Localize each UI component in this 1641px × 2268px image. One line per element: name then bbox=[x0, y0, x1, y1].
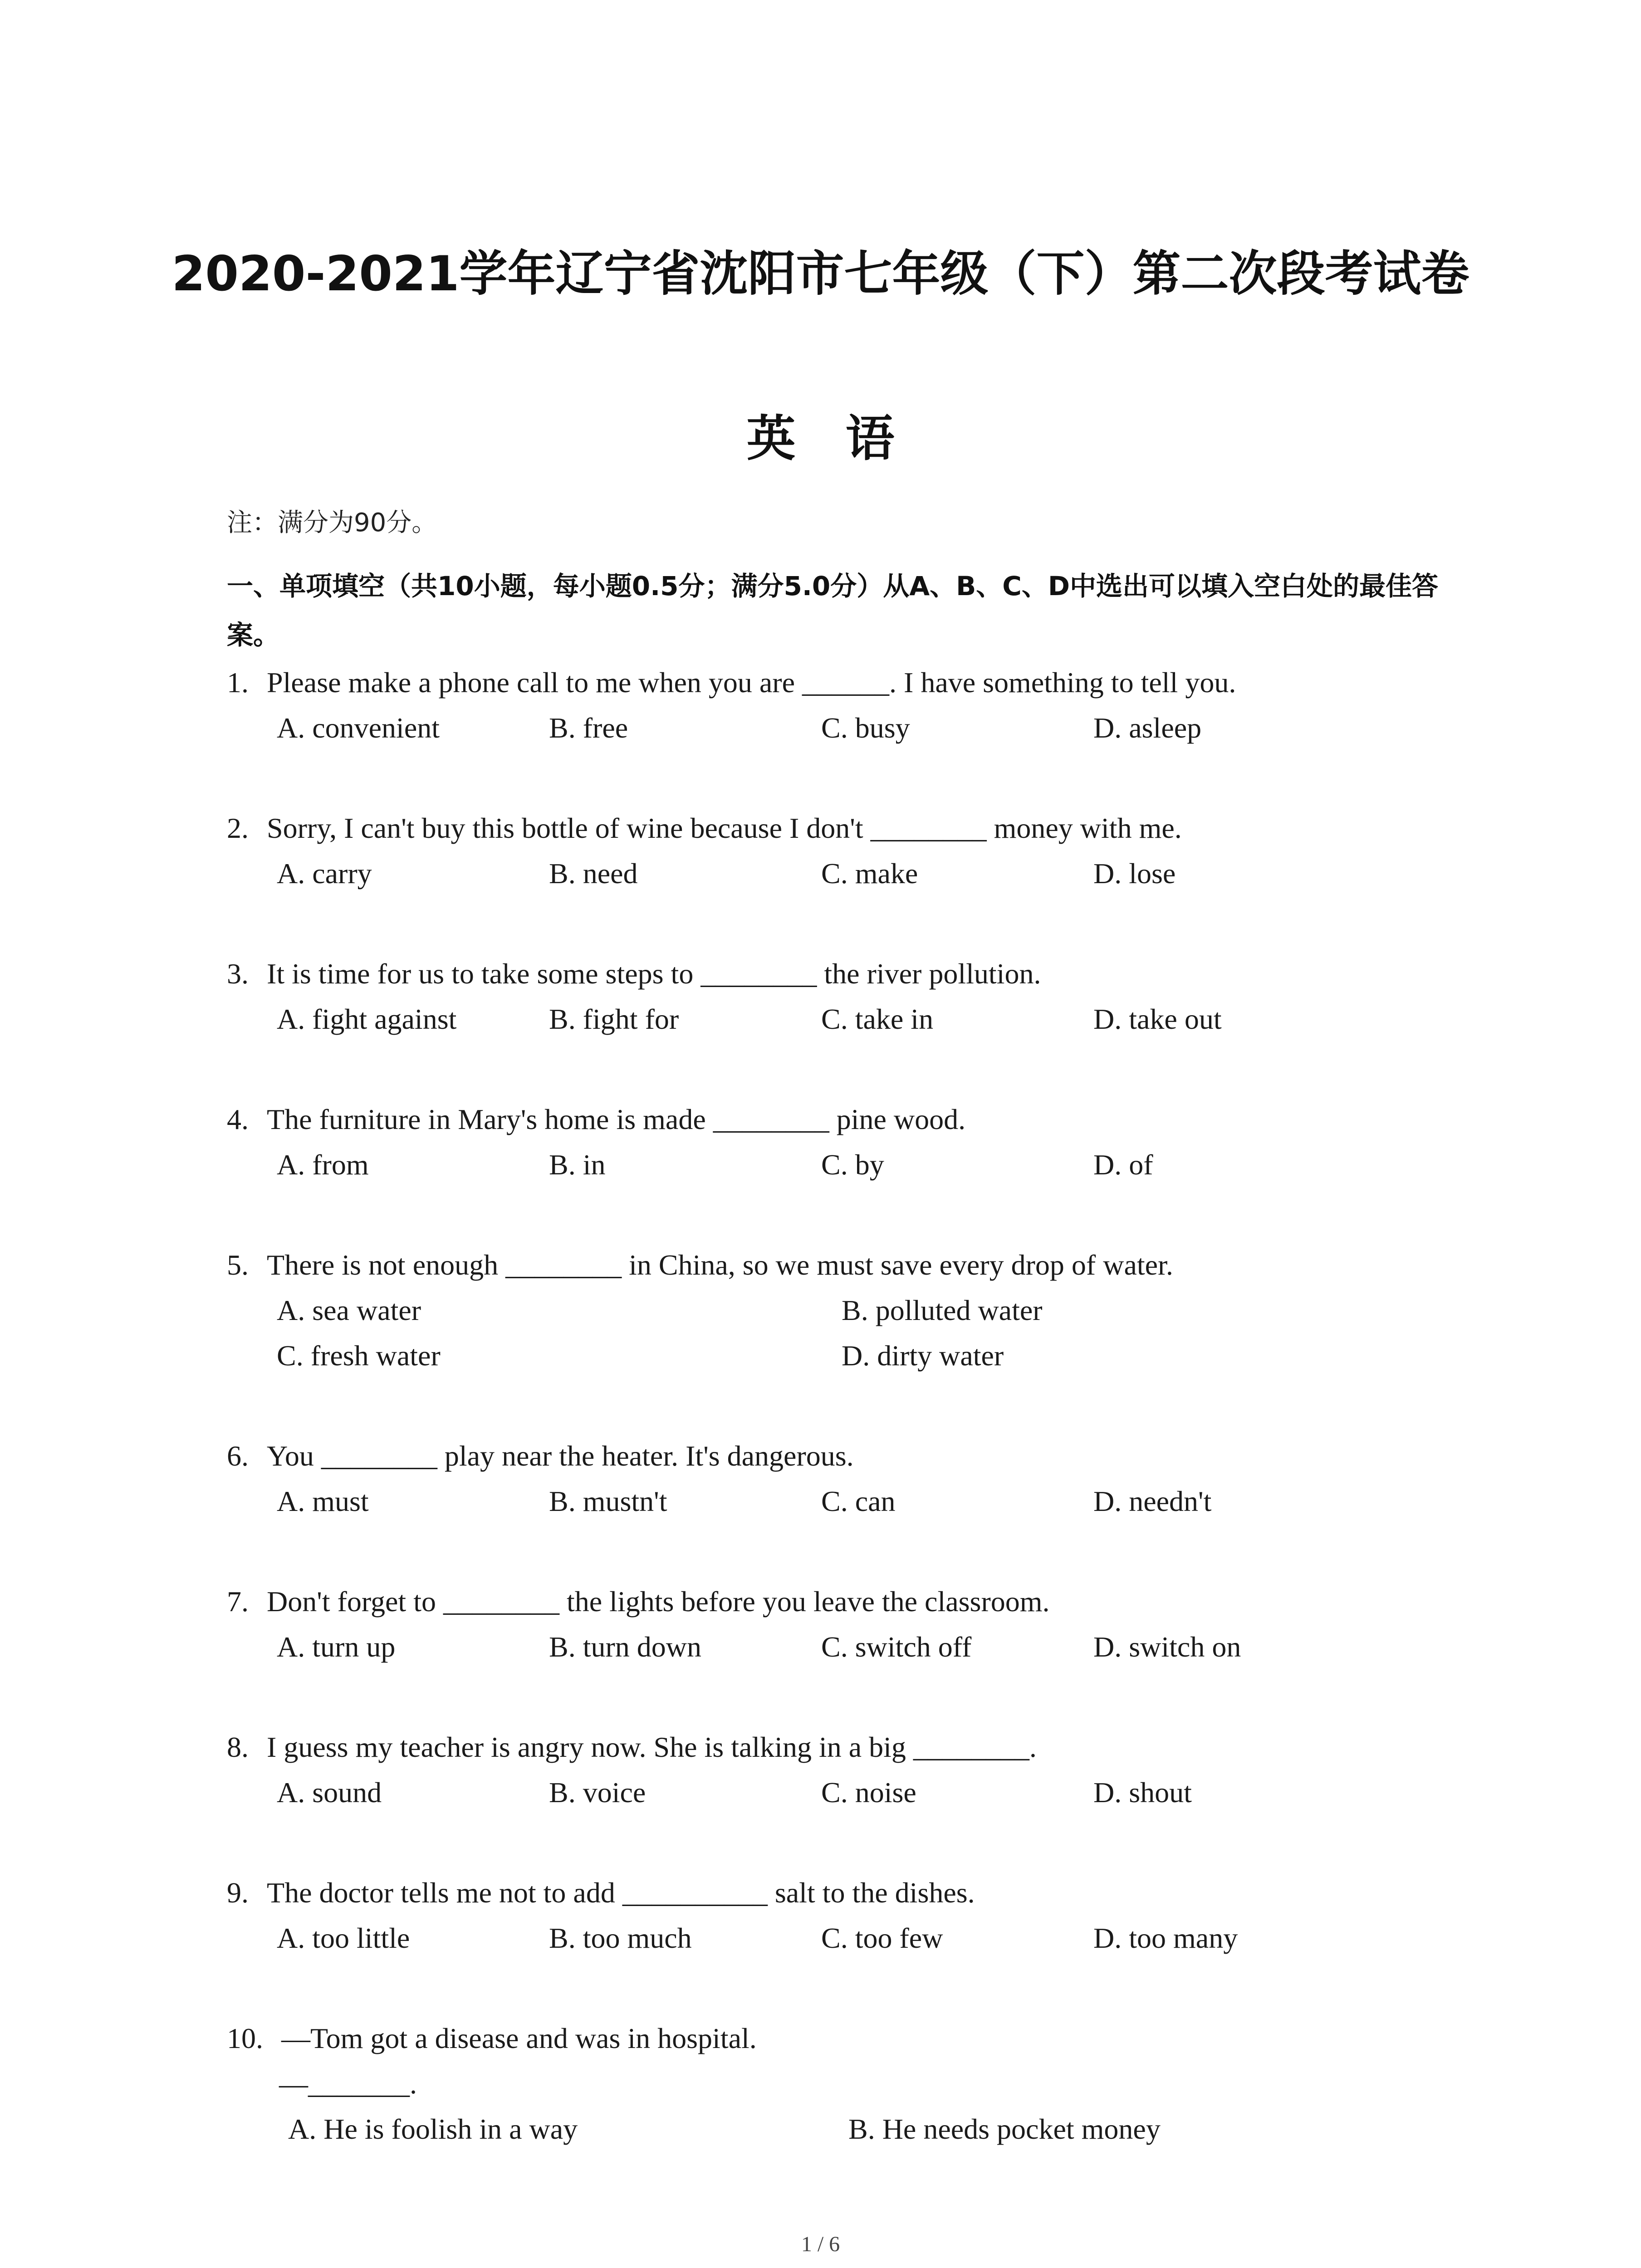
option-a[interactable]: A. fight against bbox=[277, 1003, 457, 1035]
question-text: Sorry, I can't buy this bottle of wine because I don't ________ money with me. bbox=[267, 812, 1182, 844]
option-b[interactable]: B. in bbox=[549, 1149, 606, 1181]
question-text: Don't forget to ________ the lights before you leave the classroom. bbox=[267, 1585, 1050, 1618]
option-a[interactable]: A. turn up bbox=[277, 1631, 396, 1663]
question-7 bbox=[227, 1579, 1543, 1670]
question-text: Please make a phone call to me when you are ______. I have something to tell you. bbox=[267, 666, 1236, 699]
options-row bbox=[227, 1288, 1543, 1333]
options-row bbox=[227, 1142, 1543, 1188]
option-d[interactable]: D. too many bbox=[1093, 1922, 1238, 1954]
options-row bbox=[227, 1624, 1543, 1670]
option-b[interactable]: B. need bbox=[549, 857, 638, 890]
option-a[interactable]: A. He is foolish in a way bbox=[288, 2113, 578, 2145]
option-a[interactable]: A. convenient bbox=[277, 712, 440, 744]
options-row bbox=[227, 2107, 1543, 2152]
question-stem bbox=[227, 951, 1543, 997]
option-c[interactable]: C. too few bbox=[821, 1922, 943, 1954]
question-5 bbox=[227, 1242, 1543, 1378]
question-number: 10. bbox=[227, 2022, 263, 2054]
option-d[interactable]: D. switch on bbox=[1093, 1631, 1241, 1663]
question-9 bbox=[227, 1870, 1543, 1961]
option-c[interactable]: C. take in bbox=[821, 1003, 934, 1035]
option-d[interactable]: D. lose bbox=[1093, 857, 1176, 890]
question-3 bbox=[227, 951, 1543, 1042]
question-number: 1. bbox=[227, 666, 249, 699]
options-row bbox=[227, 851, 1543, 896]
question-stem bbox=[227, 1870, 1543, 1916]
question-1 bbox=[227, 660, 1543, 751]
question-8 bbox=[227, 1725, 1543, 1815]
option-b[interactable]: B. free bbox=[549, 712, 628, 744]
question-stem bbox=[227, 1433, 1543, 1479]
option-b[interactable]: B. polluted water bbox=[842, 1294, 1043, 1326]
options-row bbox=[227, 1916, 1543, 1961]
option-b[interactable]: B. too much bbox=[549, 1922, 692, 1954]
option-c[interactable]: C. fresh water bbox=[277, 1339, 441, 1372]
question-text: The furniture in Mary's home is made ________ pine wood. bbox=[267, 1103, 966, 1135]
option-b[interactable]: B. fight for bbox=[549, 1003, 679, 1035]
option-a[interactable]: A. sound bbox=[277, 1776, 382, 1809]
options-row bbox=[227, 997, 1543, 1042]
option-c[interactable]: C. switch off bbox=[821, 1631, 972, 1663]
question-stem bbox=[227, 660, 1543, 705]
page-number: 1 / 6 bbox=[801, 2232, 840, 2256]
option-d[interactable]: D. take out bbox=[1093, 1003, 1222, 1035]
option-a[interactable]: A. sea water bbox=[277, 1294, 421, 1326]
question-stem bbox=[227, 1242, 1543, 1288]
subject-title: 英语 bbox=[746, 411, 945, 467]
option-a[interactable]: A. must bbox=[277, 1485, 369, 1517]
option-b[interactable]: B. mustn't bbox=[549, 1485, 667, 1517]
question-stem bbox=[227, 1097, 1543, 1142]
question-text: —Tom got a disease and was in hospital. bbox=[281, 2022, 757, 2054]
option-b[interactable]: B. turn down bbox=[549, 1631, 701, 1663]
question-text: You ________ play near the heater. It's dangerous. bbox=[267, 1440, 854, 1472]
option-b[interactable]: B. voice bbox=[549, 1776, 646, 1809]
option-c[interactable]: C. can bbox=[821, 1485, 896, 1517]
question-stem bbox=[227, 1725, 1543, 1770]
options-row bbox=[227, 1333, 1543, 1378]
score-note: 注：满分为90分。 bbox=[227, 508, 437, 538]
question-number: 6. bbox=[227, 1440, 249, 1472]
question-stem bbox=[227, 2016, 1543, 2061]
question-text: It is time for us to take some steps to ________ the river pollution. bbox=[267, 958, 1041, 990]
option-c[interactable]: C. busy bbox=[821, 712, 910, 744]
options-row bbox=[227, 1479, 1543, 1524]
question-stem bbox=[227, 806, 1543, 851]
question-2 bbox=[227, 806, 1543, 896]
question-number: 8. bbox=[227, 1731, 249, 1763]
question-number: 7. bbox=[227, 1585, 249, 1618]
question-number: 3. bbox=[227, 958, 249, 990]
option-d[interactable]: D. asleep bbox=[1093, 712, 1202, 744]
question-number: 5. bbox=[227, 1249, 249, 1281]
option-a[interactable]: A. carry bbox=[277, 857, 372, 890]
question-number: 2. bbox=[227, 812, 249, 844]
option-c[interactable]: C. make bbox=[821, 857, 918, 890]
option-c[interactable]: C. noise bbox=[821, 1776, 916, 1809]
question-6 bbox=[227, 1433, 1543, 1524]
question-text: There is not enough ________ in China, so we must save every drop of water. bbox=[267, 1249, 1173, 1281]
option-a[interactable]: A. too little bbox=[277, 1922, 410, 1954]
option-a[interactable]: A. from bbox=[277, 1149, 369, 1181]
question-text: The doctor tells me not to add __________ salt to the dishes. bbox=[267, 1877, 975, 1909]
options-row bbox=[227, 1770, 1543, 1815]
question-4 bbox=[227, 1097, 1543, 1188]
option-d[interactable]: D. of bbox=[1093, 1149, 1153, 1181]
option-d[interactable]: D. dirty water bbox=[842, 1339, 1004, 1372]
option-d[interactable]: D. shout bbox=[1093, 1776, 1192, 1809]
section-heading: 一、单项填空（共10小题，每小题0.5分；满分5.0分）从A、B、C、D中选出可以填入空白处的最佳答案。 bbox=[227, 571, 1439, 650]
exam-title: 2020-2021学年辽宁省沈阳市七年级（下）第二次段考试卷 bbox=[171, 246, 1470, 302]
question-stem bbox=[227, 1579, 1543, 1624]
option-d[interactable]: D. needn't bbox=[1093, 1485, 1212, 1517]
question-number: 4. bbox=[227, 1103, 249, 1135]
option-c[interactable]: C. by bbox=[821, 1149, 884, 1181]
question-10 bbox=[227, 2016, 1543, 2152]
option-b[interactable]: B. He needs pocket money bbox=[848, 2113, 1161, 2145]
question-number: 9. bbox=[227, 1877, 249, 1909]
question-text: I guess my teacher is angry now. She is talking in a big ________. bbox=[267, 1731, 1037, 1763]
options-row bbox=[227, 705, 1543, 751]
reply-blank: —_______. bbox=[279, 2068, 417, 2100]
